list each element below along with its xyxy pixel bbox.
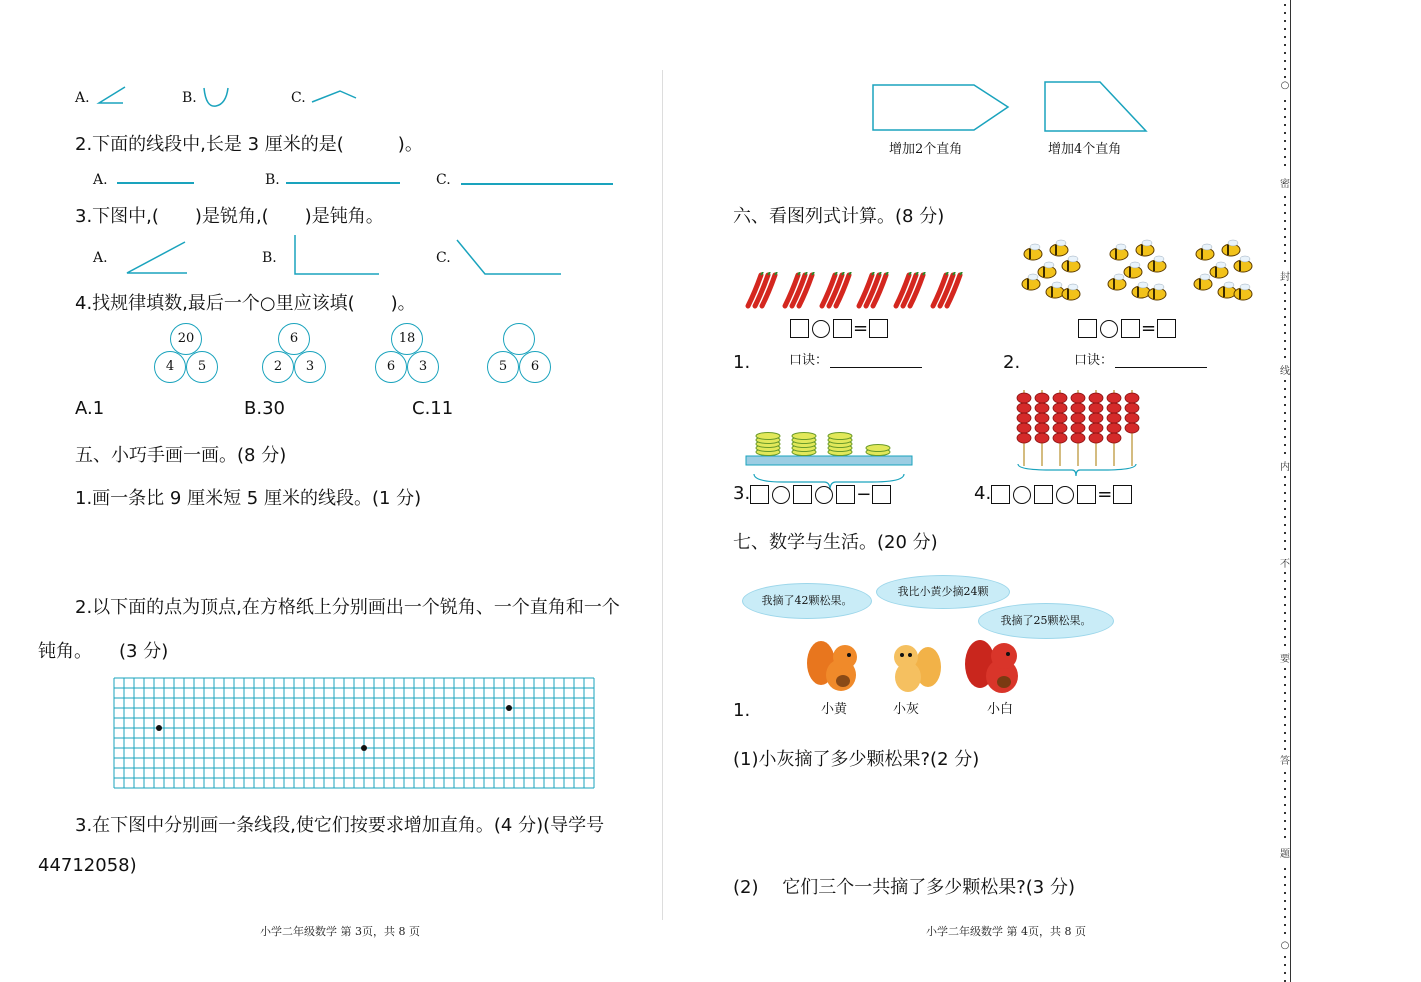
haw-berry <box>1053 393 1067 403</box>
pattern-top: 18 <box>391 323 423 355</box>
answer-box[interactable] <box>1157 319 1176 338</box>
rail-dot <box>1284 420 1286 422</box>
equation-1 <box>790 318 888 339</box>
section-7-heading: 七、数学与生活。(20 分) <box>733 532 938 553</box>
rail-dot <box>1284 212 1286 214</box>
s5-question-3-line2: 44712058) <box>38 855 137 876</box>
rail-dot <box>1284 4 1286 6</box>
rail-dot <box>1284 596 1286 598</box>
rail-dot <box>1284 700 1286 702</box>
speech-bubble-xiaohuang: 我摘了42颗松果。 <box>742 583 872 619</box>
rail-dot <box>1284 524 1286 526</box>
squirrel-xiaobai <box>962 636 1026 696</box>
q2-segment-b <box>286 182 400 184</box>
operator-circle[interactable] <box>772 486 790 504</box>
q1-option-a: A. <box>75 90 90 106</box>
rail-dot <box>1284 788 1286 790</box>
rail-dot <box>1284 588 1286 590</box>
grid-vertex-dot <box>506 705 512 711</box>
rail-dot <box>1284 916 1286 918</box>
pentagon-shape <box>870 82 1012 134</box>
rail-dot <box>1284 108 1286 110</box>
haw-berry <box>1107 403 1121 413</box>
rail-dot <box>1284 300 1286 302</box>
rail-dot <box>1284 732 1286 734</box>
rail-dot <box>1284 508 1286 510</box>
speech-bubble-xiaobai: 我摘了25颗松果。 <box>978 603 1114 639</box>
question-4-text: 4.找规律填数,最后一个○里应该填( )。 <box>75 293 416 314</box>
bee-wing <box>1216 262 1226 268</box>
haw-berry <box>1053 403 1067 413</box>
haw-berry <box>1071 433 1085 443</box>
pattern-top: 20 <box>170 323 202 355</box>
q2-segment-a <box>117 182 194 184</box>
q2-option-c: C. <box>436 172 451 188</box>
rail-dot <box>1284 308 1286 310</box>
bee-wing <box>1056 240 1066 246</box>
rail-dot <box>1284 612 1286 614</box>
rail-dot <box>1284 428 1286 430</box>
label-xiaohuang: 小黄 <box>821 702 848 717</box>
squirrel-xiaohui <box>884 637 946 695</box>
operator-circle[interactable] <box>812 320 830 338</box>
answer-box[interactable] <box>869 319 888 338</box>
rail-dot <box>1284 220 1286 222</box>
rail-dot <box>1284 436 1286 438</box>
footer-page-3: 小学二年级数学 第 3页，共 8 页 <box>260 925 420 938</box>
pattern-right: 3 <box>294 351 326 383</box>
bee-wing <box>1224 282 1234 288</box>
rail-dot <box>1284 228 1286 230</box>
rail-dot <box>1284 20 1286 22</box>
rail-dot <box>1284 708 1286 710</box>
answer-box[interactable] <box>1034 485 1053 504</box>
rail-dot <box>1284 36 1286 38</box>
rail-char: 答 <box>1280 756 1290 767</box>
chili-group <box>745 272 779 310</box>
rail-dot <box>1284 532 1286 534</box>
equals-sign: = <box>853 318 869 339</box>
bee-wing <box>1138 282 1148 288</box>
haw-berry <box>1089 433 1103 443</box>
question-2-text: 2.下面的线段中,长是 3 厘米的是( )。 <box>75 134 423 155</box>
problem-2-number: 2. <box>1003 352 1021 373</box>
rail-dot <box>1284 900 1286 902</box>
chili-group <box>893 272 927 310</box>
brace <box>1018 464 1136 476</box>
haw-berry <box>1125 393 1139 403</box>
bee-group <box>1101 238 1171 313</box>
rail-dot <box>1284 412 1286 414</box>
rail-dot <box>1284 548 1286 550</box>
equation-2 <box>1078 318 1176 339</box>
pattern-top: 6 <box>278 323 310 355</box>
rail-dot <box>1284 684 1286 686</box>
pattern-right: 6 <box>519 351 551 383</box>
rail-dot <box>1284 572 1286 574</box>
rail-dot <box>1284 740 1286 742</box>
rail-dot <box>1284 324 1286 326</box>
problem-4-number: 4. <box>974 483 992 504</box>
bee-wing <box>1240 256 1250 262</box>
rail-dot <box>1284 884 1286 886</box>
haw-berry <box>1071 393 1085 403</box>
answer-box[interactable] <box>991 485 1010 504</box>
s7-question-1: (1)小灰摘了多少颗松果?(2 分) <box>733 749 980 770</box>
rail-char: 密 <box>1280 179 1290 190</box>
rail-dot <box>1284 604 1286 606</box>
rail-dot <box>1284 628 1286 630</box>
rail-dot <box>1284 908 1286 910</box>
q1-curve-b <box>201 86 231 110</box>
haw-berry <box>1071 413 1085 423</box>
haw-berry <box>1017 393 1031 403</box>
chili-group <box>930 272 964 310</box>
rail-dot <box>1284 964 1286 966</box>
rail-dot <box>1284 540 1286 542</box>
haw-berry <box>1125 413 1139 423</box>
grid-vertex-dot <box>156 725 162 731</box>
answer-box[interactable] <box>1113 485 1132 504</box>
haw-berry <box>1107 393 1121 403</box>
rail-dot <box>1284 404 1286 406</box>
rail-dot <box>1284 244 1286 246</box>
rail-dot <box>1284 484 1286 486</box>
rail-dot <box>1284 284 1286 286</box>
rail-dot <box>1284 132 1286 134</box>
rail-dot <box>1284 332 1286 334</box>
answer-box[interactable] <box>833 319 852 338</box>
rail-dot <box>1284 12 1286 14</box>
rail-dot <box>1284 28 1286 30</box>
rail-dot <box>1284 892 1286 894</box>
rail-dot <box>1284 676 1286 678</box>
s7-problem-number: 1. <box>733 700 751 721</box>
section-6-heading: 六、看图列式计算。(8 分) <box>733 206 945 227</box>
rail-dot <box>1284 796 1286 798</box>
caption-add-4-right-angles: 增加4个直角 <box>1048 142 1122 157</box>
answer-box[interactable] <box>1077 485 1096 504</box>
page-divider <box>662 70 663 920</box>
grid-paper <box>112 677 596 789</box>
haw-berry <box>1071 403 1085 413</box>
haw-berry <box>1017 403 1031 413</box>
problem-3-number: 3. <box>733 483 751 504</box>
chili-group <box>782 272 816 310</box>
rail-dot <box>1284 116 1286 118</box>
caption-add-2-right-angles: 增加2个直角 <box>889 142 963 157</box>
operator-circle[interactable] <box>1100 320 1118 338</box>
q3-option-c: C. <box>436 250 451 266</box>
answer-box[interactable] <box>836 485 855 504</box>
rail-dot <box>1284 876 1286 878</box>
label-xiaobai: 小白 <box>987 702 1014 717</box>
label-xiaohui: 小灰 <box>893 702 920 717</box>
s5-question-2-line1: 2.以下面的点为顶点,在方格纸上分别画出一个锐角、一个直角和一个 <box>75 597 620 618</box>
rail-dot <box>1284 380 1286 382</box>
rail-dot <box>1284 476 1286 478</box>
rail-dot <box>1284 516 1286 518</box>
rail-dot <box>1284 620 1286 622</box>
rail-dot <box>1284 396 1286 398</box>
koujue-2: 口诀： <box>1074 349 1207 368</box>
rail-dot <box>1284 924 1286 926</box>
pattern-right: 3 <box>407 351 439 383</box>
rail-dot <box>1284 452 1286 454</box>
rail-dot <box>1284 124 1286 126</box>
coin <box>866 445 890 452</box>
rail-dot <box>1284 260 1286 262</box>
q2-option-a: A. <box>93 172 108 188</box>
rail-dot <box>1284 68 1286 70</box>
answer-box[interactable] <box>872 485 891 504</box>
bee-wing <box>1068 256 1078 262</box>
bee-wing <box>1142 240 1152 246</box>
q1-option-c: C. <box>291 90 306 106</box>
rail-dot <box>1284 316 1286 318</box>
koujue-1: 口诀： <box>789 349 922 368</box>
rail-dot <box>1284 868 1286 870</box>
operator-circle[interactable] <box>815 486 833 504</box>
haw-berry <box>1035 433 1049 443</box>
chili-group <box>819 272 853 310</box>
rail-dot <box>1284 148 1286 150</box>
rail-char: 不 <box>1280 559 1290 570</box>
rail-dot <box>1284 292 1286 294</box>
haw-berry <box>1035 403 1049 413</box>
rail-dot <box>1284 820 1286 822</box>
rail-char: 要 <box>1280 654 1290 665</box>
pattern-left: 2 <box>262 351 294 383</box>
rail-dot <box>1284 956 1286 958</box>
haw-berry <box>1035 423 1049 433</box>
candied-haw-skewers <box>1010 388 1142 476</box>
haw-berry <box>1107 433 1121 443</box>
rail-dot <box>1284 724 1286 726</box>
rail-dot <box>1284 196 1286 198</box>
rail-dot <box>1284 388 1286 390</box>
answer-box[interactable] <box>790 319 809 338</box>
rail-dot <box>1284 972 1286 974</box>
rail-dot <box>1284 164 1286 166</box>
q4-choice-a: A.1 <box>75 398 105 419</box>
haw-berry <box>1071 423 1085 433</box>
haw-berry <box>1125 403 1139 413</box>
haw-berry <box>1089 413 1103 423</box>
rail-dot <box>1284 804 1286 806</box>
section-5-heading: 五、小巧手画一画。(8 分) <box>75 445 287 466</box>
bee-wing <box>1154 284 1164 290</box>
haw-berry <box>1089 423 1103 433</box>
rail-dot <box>1284 140 1286 142</box>
rail-dot <box>1284 204 1286 206</box>
s5-question-1: 1.画一条比 9 厘米短 5 厘米的线段。(1 分) <box>75 488 422 509</box>
equals-sign: = <box>1097 484 1113 505</box>
pattern-right: 5 <box>186 351 218 383</box>
problem-1-number: 1. <box>733 352 751 373</box>
haw-berry <box>1053 413 1067 423</box>
rail-dot <box>1284 348 1286 350</box>
q2-segment-c <box>461 183 613 185</box>
bee-wing <box>1116 244 1126 250</box>
rail-char: 封 <box>1280 272 1290 283</box>
q1-angle-c <box>310 88 358 104</box>
rail-dot <box>1284 236 1286 238</box>
rail-dot <box>1284 60 1286 62</box>
haw-berry <box>1053 433 1067 443</box>
rail-dot <box>1284 340 1286 342</box>
bee-wing <box>1052 282 1062 288</box>
rail-dot <box>1284 76 1286 78</box>
q4-choice-c: C.11 <box>412 398 454 419</box>
speech-bubble-xiaohui: 我比小黄少摘24颗 <box>876 575 1010 609</box>
rail-dot <box>1284 252 1286 254</box>
operator-circle[interactable] <box>1013 486 1031 504</box>
q2-option-b: B. <box>265 172 280 188</box>
question-3-text: 3.下图中,( )是锐角,( )是钝角。 <box>75 206 384 227</box>
rail-dot <box>1284 44 1286 46</box>
bee-group <box>1187 238 1257 313</box>
haw-berry <box>1017 413 1031 423</box>
rail-char: ○ <box>1280 80 1290 91</box>
coin <box>756 433 780 440</box>
koujue-blank[interactable] <box>830 367 922 368</box>
q3-option-a: A. <box>93 250 108 266</box>
operator-circle[interactable] <box>1056 486 1074 504</box>
haw-berry <box>1035 413 1049 423</box>
bee-wing <box>1030 244 1040 250</box>
rail-dot <box>1284 52 1286 54</box>
answer-box[interactable] <box>1078 319 1097 338</box>
rail-dot <box>1284 748 1286 750</box>
haw-berry <box>1107 423 1121 433</box>
rail-dot <box>1284 668 1286 670</box>
rail-dot <box>1284 580 1286 582</box>
bee-wing <box>1228 240 1238 246</box>
chili-group <box>856 272 890 310</box>
pattern-top-blank <box>503 323 535 355</box>
q3-acute-angle <box>125 240 189 276</box>
bee-wing <box>1154 256 1164 262</box>
q1-angle-a <box>95 85 127 107</box>
answer-box[interactable] <box>793 485 812 504</box>
haw-berry <box>1089 403 1103 413</box>
binding-rail <box>1278 0 1292 982</box>
bee-wing <box>1068 284 1078 290</box>
bee-wing <box>1130 262 1140 268</box>
coin-tray <box>746 456 912 465</box>
bee-group <box>1015 238 1085 313</box>
rail-dot <box>1284 812 1286 814</box>
rail-dot <box>1284 644 1286 646</box>
koujue-blank[interactable] <box>1115 367 1207 368</box>
rail-dot <box>1284 492 1286 494</box>
rail-dot <box>1284 932 1286 934</box>
rail-dot <box>1284 836 1286 838</box>
q4-choice-b: B.30 <box>244 398 285 419</box>
rail-char: ○ <box>1280 940 1290 951</box>
haw-berry <box>1125 423 1139 433</box>
trapezoid-shape <box>1042 79 1150 135</box>
haw-berry <box>1089 393 1103 403</box>
footer-page-4: 小学二年级数学 第 4页，共 8 页 <box>926 925 1086 938</box>
pattern-left: 4 <box>154 351 186 383</box>
answer-box[interactable] <box>750 485 769 504</box>
rail-dot <box>1284 780 1286 782</box>
rail-char: 题 <box>1280 849 1290 860</box>
rail-dot <box>1284 500 1286 502</box>
bee-wing <box>1114 274 1124 280</box>
rail-dot <box>1284 772 1286 774</box>
bee-groups <box>1015 238 1260 313</box>
q3-option-b: B. <box>262 250 277 266</box>
bee-wing <box>1202 244 1212 250</box>
haw-berry <box>1053 423 1067 433</box>
bee-wing <box>1200 274 1210 280</box>
squirrel-xiaohuang <box>805 637 865 695</box>
rail-dot <box>1284 828 1286 830</box>
rail-char: 内 <box>1280 462 1290 473</box>
rail-dot <box>1284 356 1286 358</box>
haw-berry <box>1017 433 1031 443</box>
s7-question-2: (2) 它们三个一共摘了多少颗松果?(3 分) <box>733 877 1075 898</box>
pattern-left: 5 <box>487 351 519 383</box>
q3-obtuse-angle <box>455 238 563 276</box>
bee-wing <box>1028 274 1038 280</box>
equation-3 <box>733 483 891 505</box>
q1-option-b: B. <box>182 90 197 106</box>
rail-dot <box>1284 444 1286 446</box>
rail-dot <box>1284 716 1286 718</box>
coin <box>828 433 852 440</box>
coin <box>792 433 816 440</box>
bee-wing <box>1240 284 1250 290</box>
s5-question-2-line2: 钝角。 (3 分) <box>38 641 169 662</box>
haw-berry <box>1017 423 1031 433</box>
haw-berry <box>1035 393 1049 403</box>
equation-4 <box>974 483 1132 505</box>
rail-dot <box>1284 100 1286 102</box>
bee-wing <box>1044 262 1054 268</box>
answer-box[interactable] <box>1121 319 1140 338</box>
rail-dot <box>1284 636 1286 638</box>
rail-char: 线 <box>1280 366 1290 377</box>
haw-berry <box>1107 413 1121 423</box>
equals-sign: = <box>1141 318 1157 339</box>
rail-dot <box>1284 156 1286 158</box>
q3-right-angle <box>293 234 381 276</box>
s5-question-3-line1: 3.在下图中分别画一条线段,使它们按要求增加直角。(4 分)(导学号 <box>75 815 605 836</box>
pattern-left: 6 <box>375 351 407 383</box>
rail-dot <box>1284 692 1286 694</box>
chili-groups <box>745 272 975 310</box>
grid-vertex-dot <box>361 745 367 751</box>
minus-sign: − <box>856 484 872 505</box>
